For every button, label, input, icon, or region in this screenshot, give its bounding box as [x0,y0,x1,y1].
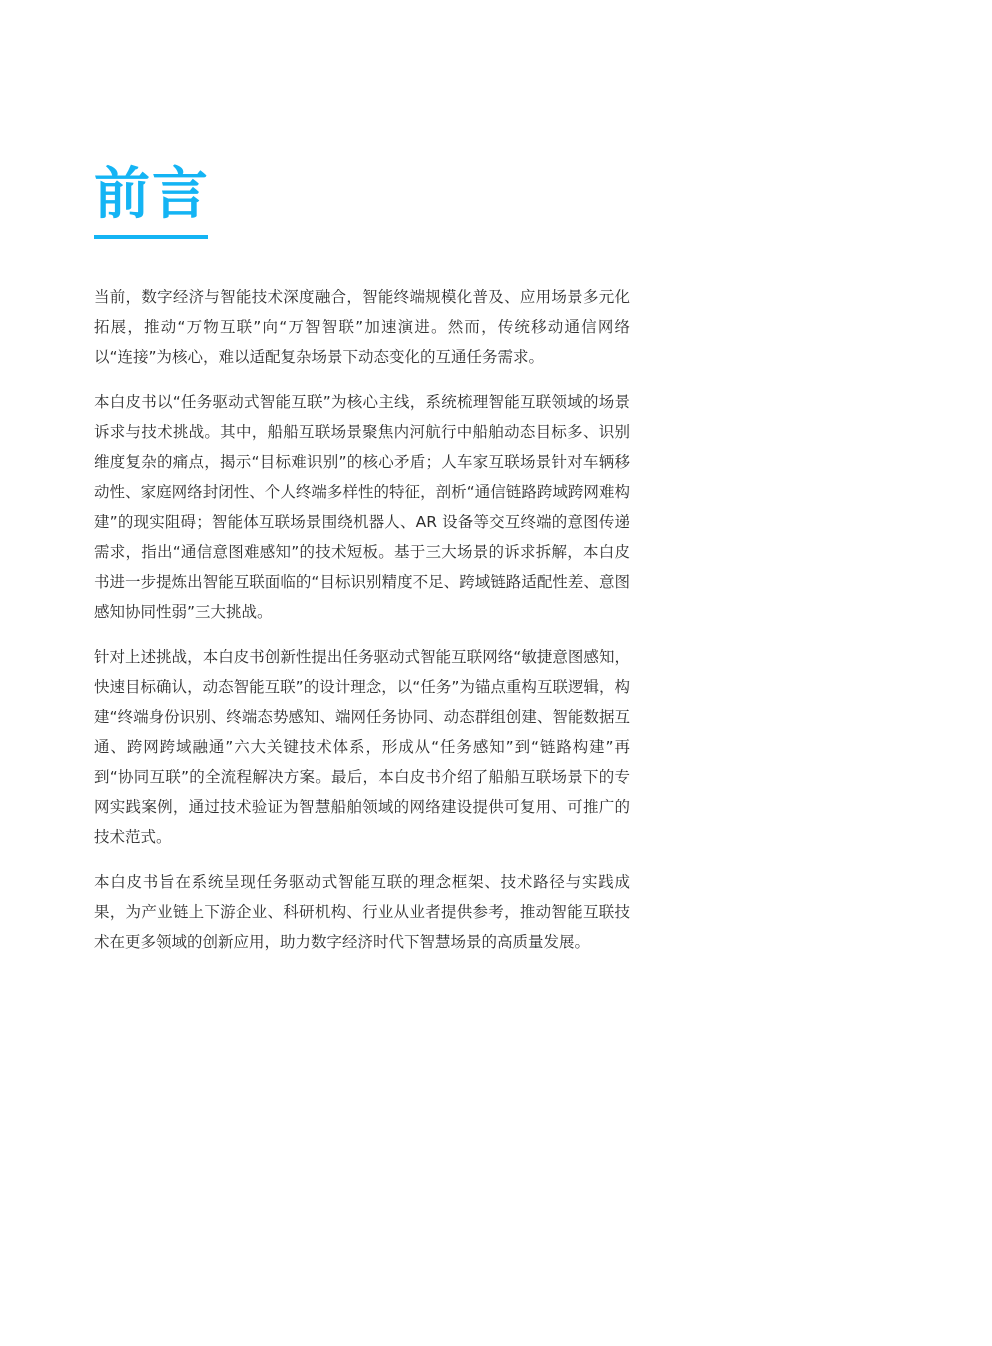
page-title: 前言 [94,162,210,227]
paragraph-3: 针对上述挑战，本白皮书创新性提出任务驱动式智能互联网络“敏捷意图感知，快速目标确认，动态智能互联”的设计理念，以“任务”为锚点重构互联逻辑，构建“终端身份识别、终端态势感知、端网任务协同、动态群组创建、智能数据互通、跨网跨域融通”六大关键技术体系，形成从“任务感知”到“链路构建”再到“协同互联”的全流程解决方案。最后，本白皮书介绍了船船互联场景下的专网实践案例，通过技术验证为智慧船舶领域的网络建设提供可复用、可推广的技术范式。 [94,648,630,846]
paragraph-4: 本白皮书旨在系统呈现任务驱动式智能互联的理念框架、技术路径与实践成果，为产业链上下游企业、科研机构、行业从业者提供参考，推动智能互联技术在更多领域的创新应用，助力数字经济时代下智慧场景的高质量发展。 [94,873,630,951]
preface-body [94,282,630,972]
paragraph-2: 本白皮书以“任务驱动式智能互联”为核心主线，系统梳理智能互联领域的场景诉求与技术挑战。其中，船船互联场景聚焦内河航行中船舶动态目标多、识别维度复杂的痛点，揭示“目标难识别”的核心矛盾；人车家互联场景针对车辆移动性、家庭网络封闭性、个人终端多样性的特征，剖析“通信链路跨域跨网难构建”的现实阻碍；智能体互联场景围绕机器人、AR 设备等交互终端的意图传递需求，指出“通信意图难感知”的技术短板。基于三大场景的诉求拆解，本白皮书进一步提炼出智能互联面临的“目标识别精度不足、跨域链路适配性差、意图感知协同性弱”三大挑战。 [94,393,630,621]
paragraph-1: 当前，数字经济与智能技术深度融合，智能终端规模化普及、应用场景多元化拓展，推动“万物互联”向“万智智联”加速演进。然而，传统移动通信网络以“连接”为核心，难以适配复杂场景下动态变化的互通任务需求。 [94,288,630,366]
title-underline [94,235,208,239]
